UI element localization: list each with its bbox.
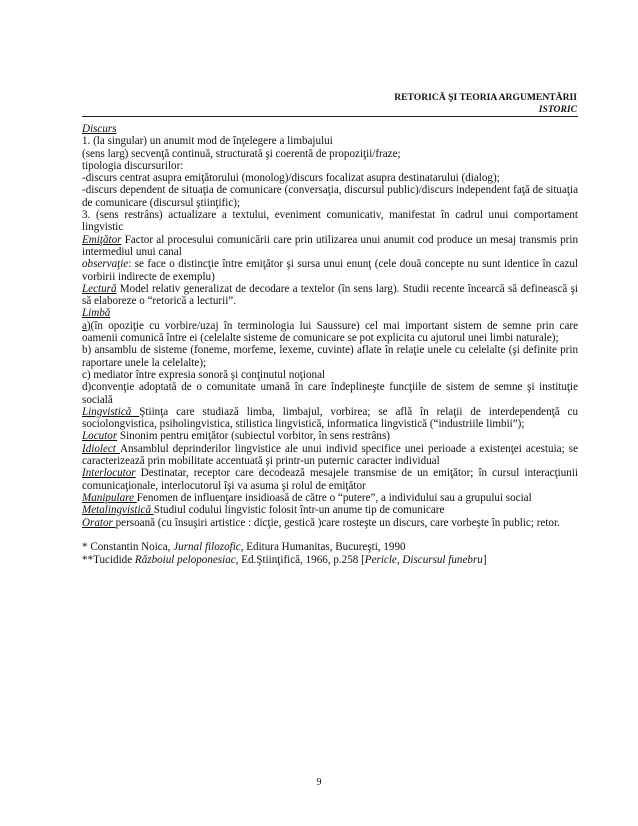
entry-locutor (82, 430, 578, 442)
footnote-1 (82, 541, 578, 553)
def-lingvistica: Ştiinţa care studiază limba, limbajul, vorbirea; se află în relaţii de interdependenţă cu sociolongvistica, psiholingvistica, stilistica lingvistică, informatica lingvistică (“industriile limbii”); (82, 405, 579, 431)
entry-emitator (82, 234, 578, 259)
entry-idiolect (82, 443, 578, 468)
entry-metalingvistica (82, 504, 578, 516)
term-limba: Limbă (82, 307, 111, 320)
discurs-line-5: -discurs dependent de situaţia de comunicare (conversaţia, discursul public)/discurs independent faţă de situaţia de comunicare (discursul ştiinţific); (82, 184, 578, 209)
limba-a-marker: a) (82, 319, 91, 332)
term-lectura: Lectură (82, 282, 117, 295)
term-discurs: Discurs (82, 123, 117, 135)
page-number: 9 (316, 777, 322, 788)
def-metalingvistica: Studiul codului lingvistic folosit într-un anume tip de comunicare (153, 504, 445, 517)
term-lingvistica: Lingvistică (82, 405, 140, 418)
entry-observatie (82, 258, 578, 283)
term-idiolect: Idiolect (82, 442, 120, 455)
def-orator: persoană (cu însuşiri artistice : dicţie, gestică )care rosteşte un discurs, care vorbeşte în public; retor. (115, 516, 560, 529)
def-manipulare: Fenomen de influenţare insidioasă de către o “putere”, a individului sau a grupului social (136, 491, 532, 504)
term-locutor: Locutor (82, 430, 118, 443)
entry-discurs (82, 123, 578, 135)
term-observatie: observaţie (82, 258, 129, 271)
limba-a-text: (în opoziţie cu vorbire/uzaj în terminologia lui Saussure) cel mai important sistem de semne prin care oamenii comunică între ei (celelalte sisteme de comunicare se pot explicita cu ajutorul unei limbi naturale); (82, 319, 578, 345)
def-idiolect: Ansamblul deprinderilor lingvistice ale unui individ specifice unei perioade a existenţei acestuia; se caracterizează prin mobilitate accentuată şi printr-un puternic caracter individual (82, 442, 579, 468)
footnote-2-author: **Tucidide (82, 554, 135, 567)
entry-lectura (82, 283, 578, 308)
def-emitator: Factor al procesului comunicării care prin utilizarea unui anumit cod produce un mesaj transmis prin intermediul unui canal (82, 233, 578, 258)
entry-orator (82, 517, 578, 529)
footnote-2 (82, 554, 578, 566)
term-emitator: Emiţător (82, 233, 122, 246)
discurs-line-2: (sens larg) secvenţă continuă, structurată şi coerentă de propoziţii/fraze; (82, 147, 401, 160)
footnote-2-close: ] (482, 554, 487, 567)
running-header (394, 92, 577, 116)
footnote-2-title: Războiul peloponesiac (134, 554, 236, 567)
footnote-1-author: * Constantin Noica, (82, 540, 174, 553)
def-observatie: : se face o distincţie între emiţător şi sursa unui enunţ (cele două concepte nu sunt identice în cazul vorbirii indirecte de exemplu) (82, 258, 578, 283)
entry-manipulare (82, 492, 578, 504)
discurs-line-4: -discurs centrat asupra emiţătorului (monolog)/discurs focalizat asupra destinatarului (dialog); (82, 172, 500, 185)
entry-lingvistica (82, 406, 578, 431)
limba-a (82, 320, 578, 345)
entry-interlocutor (82, 467, 578, 492)
footnotes (82, 541, 578, 567)
discurs-line-3: tipologia discursurilor: (82, 159, 184, 172)
term-orator: Orator (82, 516, 116, 529)
discurs-line-1: 1. (la singular) un anumit mod de înţelegere a limbajului (82, 135, 333, 148)
def-interlocutor: Destinatar, receptor care decodează mesajele transmise de un emiţător; în cursul interacţiunii comunicaţionale, interlocutorul îşi va asuma şi rolul de emiţător (82, 467, 578, 492)
discurs-line-6: 3. (sens restrâns) actualizare a textului, eveniment comunicativ, manifestat în cadrul unui comportament lingvistic (82, 209, 578, 234)
limba-c: c) mediator între expresia sonoră şi conţinutul noţional (82, 368, 326, 381)
footnote-2-publisher: , Ed.Ştiinţifică, 1966, p.258 [ (235, 554, 365, 567)
glossary-content (82, 123, 578, 567)
footnote-1-publisher: , Editura Humanitas, Bucureşti, 1990 (240, 540, 406, 553)
def-locutor: Sinonim pentru emiţător (subiectul vorbitor, în sens restrâns) (117, 430, 390, 443)
entry-limba (82, 307, 578, 319)
header-rule (82, 116, 578, 117)
limba-b: b) ansamblu de sisteme (foneme, morfeme, lexeme, cuvinte) aflate în relaţie unele cu celelalte (şi definite prin raportare unele la celelalte); (82, 344, 578, 369)
header-title: RETORICĂ ŞI TEORIA ARGUMENTĂRII (394, 92, 577, 103)
def-lectura: Model relativ generalizat de decodare a textelor (în sens larg). Studii recente încearcă să definească şi să elaboreze o “retorică a lecturii”. (82, 282, 578, 308)
footnote-1-title: Jurnal filozofic (173, 540, 241, 553)
term-manipulare: Manipulare (82, 491, 137, 504)
limba-d: d)convenţie adoptată de o comunitate umană în care îndeplineşte funcţiile de sistem de semne şi instituţie socială (82, 381, 578, 406)
term-metalingvistica: Metalingvistică (82, 504, 154, 517)
footnote-2-chapter: Pericle, Discursul funebru (364, 554, 483, 567)
term-interlocutor: Interlocutor (82, 467, 136, 480)
header-subtitle: ISTORIC (538, 104, 577, 115)
